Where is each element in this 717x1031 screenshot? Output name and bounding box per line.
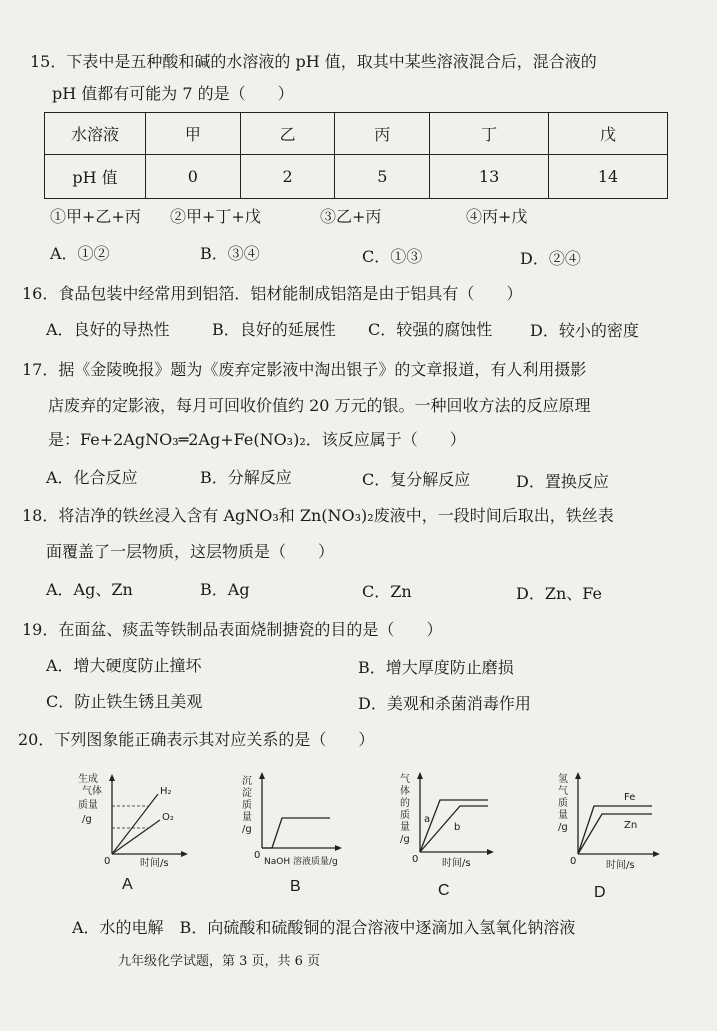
graph-c-ylabel: 气 xyxy=(400,774,410,785)
graph-c xyxy=(398,770,498,874)
graph-a-ylabel: /g xyxy=(82,814,92,825)
q19-option-b[interactable]: B．增大厚度防止磨损 xyxy=(358,658,514,677)
graph-a-origin: 0 xyxy=(104,856,111,867)
q18-option-c[interactable]: C．Zn xyxy=(362,582,412,601)
q19-option-a[interactable]: A．增大硬度防止撞坏 xyxy=(46,656,202,675)
q16-option-b[interactable]: B．良好的延展性 xyxy=(212,320,336,339)
graph-d-series: Zn xyxy=(624,820,638,831)
graph-d-xlabel: 时间/s xyxy=(606,860,635,871)
precipitate-line xyxy=(262,818,330,848)
q18-option-a[interactable]: A．Ag、Zn xyxy=(46,580,133,599)
q20-descriptions: A．水的电解 B．向硫酸和硫酸铜的混合溶液中逐滴加入氢氧化钠溶液 xyxy=(72,918,576,937)
table-cell: 5 xyxy=(335,155,430,199)
graph-c-ylabel: 体 xyxy=(400,786,410,797)
graph-c-origin: 0 xyxy=(412,854,419,865)
graph-a-plot xyxy=(78,770,188,870)
table-header-cell: 乙 xyxy=(240,113,335,155)
graph-a xyxy=(78,770,188,874)
graph-b-ylabel: 质 xyxy=(242,800,252,811)
graph-d-ylabel: /g xyxy=(558,822,568,833)
graph-b xyxy=(242,770,352,874)
q19-option-c[interactable]: C．防止铁生锈且美观 xyxy=(46,692,203,711)
graph-a-label: A xyxy=(122,876,133,893)
q15-option-c[interactable]: C．①③ xyxy=(362,247,423,266)
q16-stem: 16．食品包装中经常用到铝箔．铝材能制成铝箔是由于铝具有（ ） xyxy=(22,284,523,303)
table-header-cell: 丁 xyxy=(430,113,549,155)
graph-a-ylabel: 生成 xyxy=(78,774,98,785)
graph-c-series: a xyxy=(424,814,431,825)
q15-option-a[interactable]: A．①② xyxy=(50,244,110,263)
q15-combo: ④丙+戊 xyxy=(466,207,528,226)
graph-d xyxy=(556,770,666,874)
graph-d-series: Fe xyxy=(624,792,636,803)
h2-line xyxy=(112,794,158,854)
q20-stem: 20．下列图象能正确表示其对应关系的是（ ） xyxy=(18,730,375,749)
graph-a-ylabel: 气体 xyxy=(82,786,102,797)
table-header-cell: 水溶液 xyxy=(45,113,146,155)
q17-stem-line3: 是：Fe+2AgNO₃═2Ag+Fe(NO₃)₂．该反应属于（ ） xyxy=(48,430,466,449)
table-cell: 0 xyxy=(146,155,241,199)
q16-option-d[interactable]: D．较小的密度 xyxy=(530,321,639,340)
q16-option-c[interactable]: C．较强的腐蚀性 xyxy=(368,320,493,339)
graph-d-plot xyxy=(556,770,666,870)
q18-stem-line2: 面覆盖了一层物质，这层物质是（ ） xyxy=(46,542,335,561)
graph-d-ylabel: 氢 xyxy=(558,774,568,785)
graph-c-xlabel: 时间/s xyxy=(442,858,471,869)
graph-b-plot xyxy=(242,770,352,870)
q18-option-b[interactable]: B．Ag xyxy=(200,580,250,599)
graph-b-ylabel: 淀 xyxy=(242,788,252,799)
q15-option-b[interactable]: B．③④ xyxy=(200,244,260,263)
q17-option-c[interactable]: C．复分解反应 xyxy=(362,470,471,489)
q15-stem-line1: 15．下表中是五种酸和碱的水溶液的 pH 值，取其中某些溶液混合后，混合液的 xyxy=(30,52,597,71)
q15-stem-line2: pH 值都有可能为 7 的是（ ） xyxy=(52,84,294,103)
graph-b-ylabel: 沉 xyxy=(242,776,252,787)
page-footer: 九年级化学试题，第 3 页，共 6 页 xyxy=(118,954,321,969)
table-cell: 2 xyxy=(240,155,335,199)
q15-option-d[interactable]: D．②④ xyxy=(520,249,581,268)
graph-a-ylabel: 质量 xyxy=(78,800,98,811)
q17-stem-line1: 17．据《金陵晚报》题为《废弃定影液中淘出银子》的文章报道，有人利用摄影 xyxy=(22,360,587,379)
graph-d-origin: 0 xyxy=(570,856,577,867)
table-header-cell: 丙 xyxy=(335,113,430,155)
q15-combo: ②甲+丁+戊 xyxy=(170,207,261,226)
graph-d-ylabel: 量 xyxy=(558,810,568,821)
table-cell: 14 xyxy=(549,155,668,199)
q19-stem: 19．在面盆、痰盂等铁制品表面烧制搪瓷的目的是（ ） xyxy=(22,620,443,639)
graph-b-label: B xyxy=(290,878,301,895)
o2-line xyxy=(112,820,160,854)
q19-option-d[interactable]: D．美观和杀菌消毒作用 xyxy=(358,694,531,713)
table-header-cell: pH 值 xyxy=(45,155,146,199)
q17-option-d[interactable]: D．置换反应 xyxy=(516,472,609,491)
q16-option-a[interactable]: A．良好的导热性 xyxy=(46,320,170,339)
q15-combo: ①甲+乙+丙 xyxy=(50,207,141,226)
q18-stem-line1: 18．将洁净的铁丝浸入含有 AgNO₃和 Zn(NO₃)₂废液中，一段时间后取出，铁丝表 xyxy=(22,506,614,525)
graph-d-label: D xyxy=(594,884,606,901)
graph-c-ylabel: 质 xyxy=(400,810,410,821)
graph-b-xlabel: NaOH 溶液质量/g xyxy=(264,857,338,867)
table-header-cell: 甲 xyxy=(146,113,241,155)
q15-combo: ③乙+丙 xyxy=(320,207,382,226)
q17-option-b[interactable]: B．分解反应 xyxy=(200,468,292,487)
graph-d-ylabel: 质 xyxy=(558,798,568,809)
table-cell: 13 xyxy=(430,155,549,199)
q18-option-d[interactable]: D．Zn、Fe xyxy=(516,584,602,603)
graph-a-series: O₂ xyxy=(162,812,174,823)
graph-c-label: C xyxy=(438,882,450,899)
graph-c-ylabel: /g xyxy=(400,834,410,845)
graph-d-ylabel: 气 xyxy=(558,786,568,797)
graph-a-series: H₂ xyxy=(160,786,172,797)
line-fe xyxy=(578,806,652,854)
q17-stem-line2: 店废弃的定影液，每月可回收价值约 20 万元的银。一种回收方法的反应原理 xyxy=(48,396,591,415)
graph-c-ylabel: 的 xyxy=(400,798,410,809)
graph-a-xlabel: 时间/s xyxy=(140,858,169,869)
ph-table xyxy=(44,112,668,199)
graph-c-ylabel: 量 xyxy=(400,822,410,833)
graph-b-ylabel: 量 xyxy=(242,812,252,823)
graph-c-plot xyxy=(398,770,498,870)
graph-b-origin: 0 xyxy=(254,850,261,861)
q17-option-a[interactable]: A．化合反应 xyxy=(46,468,138,487)
graph-b-ylabel: /g xyxy=(242,824,252,835)
table-header-cell: 戊 xyxy=(549,113,668,155)
graph-c-series: b xyxy=(454,822,461,833)
